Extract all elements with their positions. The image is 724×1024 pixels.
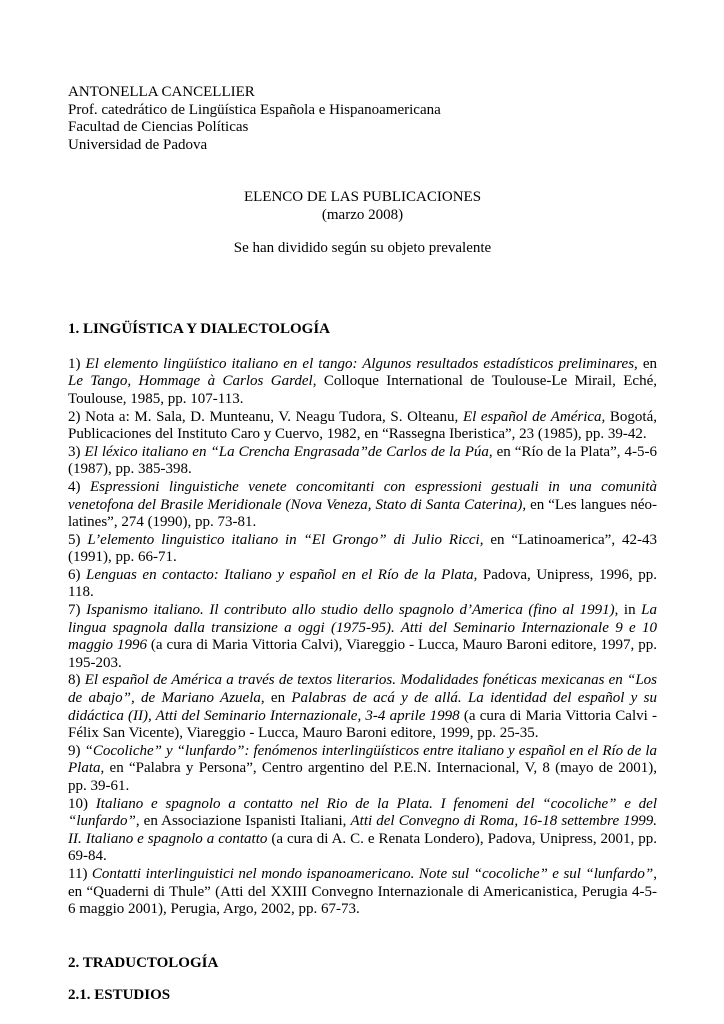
publication-text: 6) — [68, 566, 87, 583]
publication-title-italic: Palabras de acá y de allá. La identidad del español y su didáctica (II), Atti del Seminario Internazionale, 3-4 aprile 1998 — [68, 690, 657, 724]
publication-entry — [68, 743, 657, 796]
section-heading: 2. TRADUCTOLOGÍA — [68, 954, 219, 971]
document-page — [68, 84, 657, 1005]
publication-text: , en “Río de la Plata”, 4-5-6 (1987), pp. 385-398. — [68, 443, 657, 478]
author-name: ANTONELLA CANCELLIER — [68, 84, 255, 100]
document-title — [68, 189, 657, 224]
publication-entry — [68, 356, 657, 409]
publication-title-italic: Atti del Convegno di Roma, 16-18 settembre 1999. II. Italiano e spagnolo a contatto — [68, 813, 657, 847]
subsection-heading: 2.1. ESTUDIOS — [68, 987, 171, 1004]
publication-entry — [68, 444, 657, 479]
publication-text: (a cura di Maria Vittoria Calvi), Viareggio - Lucca, Mauro Baroni editore, 1997, pp. 195-203. — [68, 637, 657, 671]
publication-text: , en — [634, 355, 657, 372]
publication-list — [68, 356, 657, 919]
publication-text: Bogotá, Publicaciones del Instituto Caro y Cuervo, 1982, en “Rassegna Iberistica”, 23 (1985), pp. 39-42. — [68, 408, 657, 443]
publication-title-italic: Contatti interlinguistici nel mondo ispanoamericano. Note sul “cocoliche” e sul “lunfardo” — [91, 865, 654, 882]
publication-title-italic: Le Tango, Hommage à Carlos Gardel — [68, 373, 313, 390]
publication-text: , en “Palabra y Persona”, Centro argentino del P.E.N. Internacional, V, 8 (mayo de 2001), pp. 39-61. — [68, 760, 657, 794]
publication-text: 4) — [68, 478, 90, 495]
publication-text: (a cura di Maria Vittoria Calvi - Félix San Vicente), Viareggio - Lucca, Mauro Baroni editore, 1999, pp. 25-35. — [68, 707, 657, 742]
publication-text: en “Les langues néo-latines”, 274 (1990), pp. 73-81. — [68, 496, 657, 531]
publication-entry — [68, 479, 657, 532]
publication-entry — [68, 567, 657, 602]
publication-entry — [68, 409, 657, 444]
publication-text: 1) — [68, 355, 86, 372]
publication-text: en “Latinoamerica”, 42-43 (1991), pp. 66-71. — [68, 531, 657, 566]
publication-entry — [68, 796, 657, 866]
publication-text: , en Associazione Ispanisti Italiani, — [135, 813, 351, 830]
publication-text: , en — [260, 690, 292, 707]
publication-title-italic: La lingua spagnola dalla transizione a oggi (1975-95). Atti del Seminario Internazionale 9 e 10 maggio 1996 — [68, 602, 658, 654]
title-main: ELENCO DE LAS PUBLICACIONES — [243, 189, 482, 206]
publication-title-italic: El español de América a través de textos literarios. Modalidades fonéticas mexicanas en “Los de abajo”, de Mariano Azuela — [68, 672, 658, 707]
publication-title-italic: El léxico italiano en “La Crencha Engrasada”de Carlos de la Púa — [84, 443, 489, 460]
publication-text: , Colloque International de Toulouse-Le Mirail, Eché, Toulouse, 1985, pp. 107-113. — [68, 373, 657, 407]
publication-text: , Padova, Unipress, 1996, pp. 118. — [68, 566, 657, 601]
publication-text: 3) — [68, 443, 85, 460]
publication-text: 7) — [68, 602, 87, 619]
publication-text: 2) Nota a: M. Sala, D. Munteanu, V. Neagu Tudora, S. Olteanu, — [68, 408, 463, 425]
publication-text: 8) — [68, 672, 85, 689]
publication-entry — [68, 672, 657, 742]
publication-title-italic: “Cocoliche” y “lunfardo”: fenómenos interlingüísticos entre italiano y español en el Río de la Plata — [68, 742, 657, 777]
publication-title-italic: Italiano e spagnolo a contatto nel Rio de la Plata. I fenomeni del “cocoliche” e del “lunfardo” — [68, 795, 657, 830]
publication-title-italic: El español de América, — [462, 408, 606, 425]
section-heading: 1. LINGÜÍSTICA Y DIALECTOLOGÍA — [68, 321, 331, 338]
publication-text: 5) — [68, 531, 88, 548]
publication-text: 9) — [68, 742, 85, 759]
publication-entry — [68, 532, 657, 567]
title-note: Se han dividido según su objeto prevalente — [233, 239, 492, 256]
publication-text: , en “Quaderni di Thule” (Atti del XXIII Convegno Internazionale di Americanistica, Perugia 4-5-6 maggio 2001), Perugia, Argo, 2002, pp. 67-73. — [68, 865, 657, 918]
publication-title-italic: El elemento lingüístico italiano en el tango: Algunos resultados estadísticos preliminares — [85, 355, 635, 372]
author-block — [68, 84, 657, 154]
publication-text: (a cura di A. C. e Renata Londero), Padova, Unipress, 2001, pp. 69-84. — [68, 830, 657, 865]
publication-title-italic: L’elemento linguistico italiano in “El Grongo” di Julio Ricci, — [87, 531, 484, 548]
publication-text: 10) — [68, 795, 96, 812]
author-faculty: Facultad de Ciencias Políticas — [68, 119, 249, 136]
author-university: Universidad de Padova — [68, 136, 208, 153]
publication-entry — [68, 866, 657, 919]
publication-text: , in — [614, 602, 642, 619]
title-date: (marzo 2008) — [321, 206, 404, 223]
publication-entry — [68, 602, 657, 672]
publication-title-italic: Ispanismo italiano. Il contributo allo studio dello spagnolo d’America (fino al 1991) — [86, 602, 615, 619]
publication-text: 11) — [68, 865, 92, 882]
publication-title-italic: Espressioni linguistiche venete concomitanti con espressioni gestuali in una comunità venetofona del Brasile Meridionale (Nova Veneza, Stato di Santa Caterina), — [68, 478, 657, 513]
publication-title-italic: Lenguas en contacto: Italiano y español en el Río de la Plata — [86, 566, 474, 583]
author-position: Prof. catedrático de Lingüística Española e Hispanoamericana — [68, 101, 441, 118]
